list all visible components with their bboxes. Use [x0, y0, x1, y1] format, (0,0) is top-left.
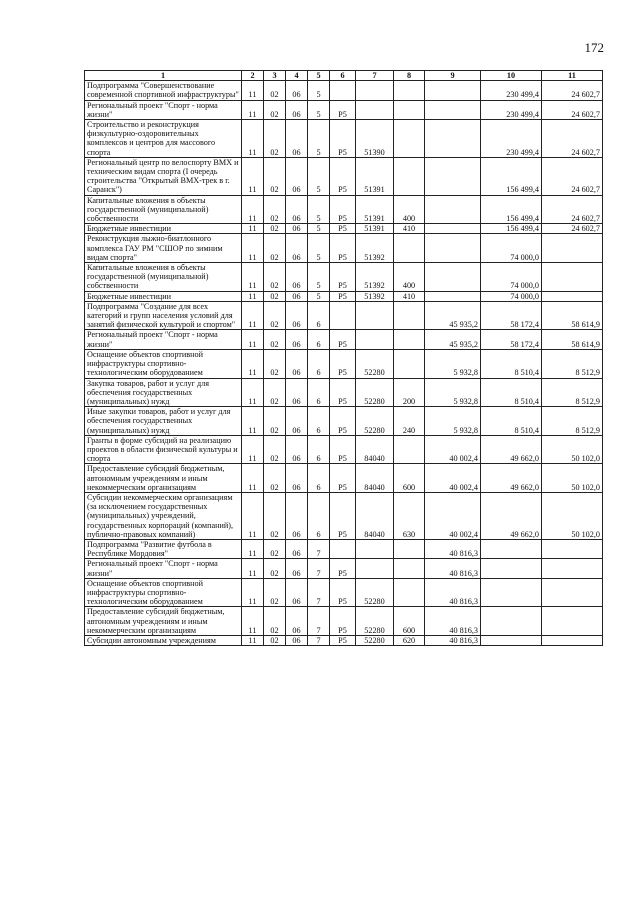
code-project: Р5: [330, 234, 356, 263]
amount-col-9: [425, 157, 481, 195]
code-target: 51391: [356, 157, 394, 195]
amount-col-9: 40 002,4: [425, 464, 481, 493]
amount-col-9: 5 932,8: [425, 349, 481, 378]
code-target: 52280: [356, 349, 394, 378]
amount-col-11: 50 102,0: [542, 492, 603, 539]
table-row: [85, 407, 603, 436]
code-pr: 06: [286, 195, 308, 224]
code-expense-type: 620: [394, 635, 425, 645]
code-target: [356, 81, 394, 100]
code-target: 84040: [356, 492, 394, 539]
code-gp: 11: [242, 578, 264, 607]
table-row: [85, 81, 603, 100]
row-name: Оснащение объектов спортивной инфраструктуры спортивно-технологическим оборудованием: [85, 578, 242, 607]
code-pr: 06: [286, 81, 308, 100]
code-project: [330, 81, 356, 100]
row-name: Подпрограмма "Создание для всех категорий и групп населения условий для занятий физической культурой и спортом": [85, 301, 242, 330]
code-target: [356, 301, 394, 330]
amount-col-11: 8 512,9: [542, 407, 603, 436]
row-name: Субсидии автономным учреждениям: [85, 635, 242, 645]
code-target: 52280: [356, 578, 394, 607]
amount-col-10: [481, 607, 542, 636]
table-row: [85, 578, 603, 607]
code-target: 84040: [356, 435, 394, 464]
code-pp: 6: [308, 435, 330, 464]
amount-col-11: 58 614,9: [542, 330, 603, 349]
amount-col-10: 74 000,0: [481, 234, 542, 263]
code-target: 51392: [356, 234, 394, 263]
amount-col-9: [425, 263, 481, 292]
code-expense-type: [394, 301, 425, 330]
code-gp: 11: [242, 330, 264, 349]
code-pr: 06: [286, 234, 308, 263]
code-pp: 7: [308, 607, 330, 636]
amount-col-11: [542, 559, 603, 578]
code-pp: 6: [308, 492, 330, 539]
code-target: 51391: [356, 195, 394, 224]
code-gp: 11: [242, 120, 264, 158]
code-expense-type: [394, 578, 425, 607]
amount-col-11: 24 602,7: [542, 120, 603, 158]
amount-col-11: 24 602,7: [542, 157, 603, 195]
code-gp: 11: [242, 100, 264, 119]
code-project: Р5: [330, 559, 356, 578]
code-target: 52280: [356, 635, 394, 645]
code-rz: 02: [264, 607, 286, 636]
code-pr: 06: [286, 263, 308, 292]
code-target: 52280: [356, 607, 394, 636]
code-expense-type: [394, 539, 425, 558]
code-rz: 02: [264, 464, 286, 493]
amount-col-10: 8 510,4: [481, 378, 542, 407]
code-rz: 02: [264, 635, 286, 645]
amount-col-10: 156 499,4: [481, 157, 542, 195]
table-row: [85, 157, 603, 195]
code-project: Р5: [330, 407, 356, 436]
amount-col-10: [481, 578, 542, 607]
code-pp: 5: [308, 291, 330, 301]
code-pp: 5: [308, 120, 330, 158]
row-name: Предоставление субсидий бюджетным, автономным учреждениям и иным некоммерческим организациям: [85, 464, 242, 493]
code-project: Р5: [330, 378, 356, 407]
amount-col-11: 50 102,0: [542, 435, 603, 464]
code-project: Р5: [330, 263, 356, 292]
code-project: Р5: [330, 492, 356, 539]
amount-col-10: 230 499,4: [481, 81, 542, 100]
code-rz: 02: [264, 407, 286, 436]
page-number: 172: [584, 40, 604, 55]
row-name: Строительство и реконструкция физкультурно-оздоровительных комплексов и центров для массового спорта: [85, 120, 242, 158]
amount-col-9: 45 935,2: [425, 301, 481, 330]
table-row: [85, 492, 603, 539]
table-row: [85, 234, 603, 263]
amount-col-10: 8 510,4: [481, 407, 542, 436]
amount-col-9: [425, 234, 481, 263]
code-rz: 02: [264, 301, 286, 330]
code-pr: 06: [286, 492, 308, 539]
amount-col-11: [542, 291, 603, 301]
code-rz: 02: [264, 578, 286, 607]
code-expense-type: [394, 559, 425, 578]
amount-col-11: 58 614,9: [542, 301, 603, 330]
code-expense-type: 600: [394, 607, 425, 636]
code-project: Р5: [330, 330, 356, 349]
code-pp: 5: [308, 234, 330, 263]
table-row: [85, 291, 603, 301]
amount-col-11: 8 512,9: [542, 378, 603, 407]
code-gp: 11: [242, 607, 264, 636]
row-name: Бюджетные инвестиции: [85, 224, 242, 234]
code-pp: 5: [308, 195, 330, 224]
amount-col-9: [425, 291, 481, 301]
code-target: [356, 330, 394, 349]
row-name: Региональный проект "Спорт - норма жизни": [85, 559, 242, 578]
code-target: 84040: [356, 464, 394, 493]
amount-col-11: 24 602,7: [542, 100, 603, 119]
code-expense-type: 240: [394, 407, 425, 436]
amount-col-11: [542, 539, 603, 558]
amount-col-11: 24 602,7: [542, 224, 603, 234]
code-pp: 5: [308, 157, 330, 195]
code-target: 51390: [356, 120, 394, 158]
code-gp: 11: [242, 291, 264, 301]
code-rz: 02: [264, 234, 286, 263]
code-pr: 06: [286, 120, 308, 158]
code-pp: 5: [308, 224, 330, 234]
code-rz: 02: [264, 559, 286, 578]
column-header: 4: [286, 71, 308, 81]
code-rz: 02: [264, 539, 286, 558]
code-pp: 7: [308, 539, 330, 558]
amount-col-10: 49 662,0: [481, 492, 542, 539]
row-name: Бюджетные инвестиции: [85, 291, 242, 301]
row-name: Субсидии некоммерческим организациям (за исключением государственных (муниципальных) учреждений, государственных корпораций (компаний), публично-правовых компаний): [85, 492, 242, 539]
code-pr: 06: [286, 559, 308, 578]
code-pr: 06: [286, 407, 308, 436]
code-pr: 06: [286, 349, 308, 378]
row-name: Гранты в форме субсидий на реализацию проектов в области физической культуры и спорта: [85, 435, 242, 464]
code-expense-type: [394, 349, 425, 378]
code-project: Р5: [330, 224, 356, 234]
amount-col-11: [542, 578, 603, 607]
code-expense-type: [394, 100, 425, 119]
code-expense-type: 410: [394, 291, 425, 301]
code-project: Р5: [330, 157, 356, 195]
amount-col-11: [542, 234, 603, 263]
amount-col-9: 40 816,3: [425, 559, 481, 578]
amount-col-10: 156 499,4: [481, 224, 542, 234]
table-header-row: [85, 71, 603, 81]
code-pp: 6: [308, 464, 330, 493]
amount-col-11: 8 512,9: [542, 349, 603, 378]
amount-col-11: 50 102,0: [542, 464, 603, 493]
amount-col-9: 40 816,3: [425, 635, 481, 645]
code-expense-type: 630: [394, 492, 425, 539]
row-name: Оснащение объектов спортивной инфраструктуры спортивно-технологическим оборудованием: [85, 349, 242, 378]
code-target: [356, 539, 394, 558]
code-pr: 06: [286, 635, 308, 645]
code-pr: 06: [286, 301, 308, 330]
amount-col-10: 74 000,0: [481, 291, 542, 301]
code-pr: 06: [286, 330, 308, 349]
code-pp: 6: [308, 330, 330, 349]
code-gp: 11: [242, 157, 264, 195]
code-gp: 11: [242, 81, 264, 100]
code-pr: 06: [286, 224, 308, 234]
code-rz: 02: [264, 435, 286, 464]
amount-col-11: [542, 635, 603, 645]
amount-col-10: [481, 539, 542, 558]
code-pp: 5: [308, 100, 330, 119]
code-expense-type: 200: [394, 378, 425, 407]
column-header: 8: [394, 71, 425, 81]
column-header: 3: [264, 71, 286, 81]
code-rz: 02: [264, 120, 286, 158]
code-rz: 02: [264, 224, 286, 234]
code-gp: 11: [242, 464, 264, 493]
code-rz: 02: [264, 195, 286, 224]
column-header: 1: [85, 71, 242, 81]
table-row: [85, 435, 603, 464]
amount-col-11: 24 602,7: [542, 195, 603, 224]
code-rz: 02: [264, 492, 286, 539]
row-name: Региональный центр по велоспорту ВМХ и техническим видам спорта (I очередь строительства "Открытый ВМХ-трек в г. Саранск"): [85, 157, 242, 195]
amount-col-10: 230 499,4: [481, 100, 542, 119]
column-header: 6: [330, 71, 356, 81]
amount-col-9: 40 002,4: [425, 435, 481, 464]
amount-col-9: 40 002,4: [425, 492, 481, 539]
table-row: [85, 301, 603, 330]
code-pp: 5: [308, 263, 330, 292]
code-expense-type: [394, 234, 425, 263]
amount-col-9: [425, 100, 481, 119]
amount-col-9: 40 816,3: [425, 539, 481, 558]
code-project: Р5: [330, 349, 356, 378]
code-pp: 6: [308, 407, 330, 436]
amount-col-10: 58 172,4: [481, 330, 542, 349]
code-project: Р5: [330, 435, 356, 464]
column-header: 5: [308, 71, 330, 81]
code-pp: 6: [308, 349, 330, 378]
code-pp: 6: [308, 378, 330, 407]
amount-col-9: 45 935,2: [425, 330, 481, 349]
code-project: Р5: [330, 291, 356, 301]
code-gp: 11: [242, 301, 264, 330]
code-rz: 02: [264, 81, 286, 100]
amount-col-11: [542, 607, 603, 636]
code-expense-type: [394, 120, 425, 158]
amount-col-9: [425, 120, 481, 158]
row-name: Закупка товаров, работ и услуг для обеспечения государственных (муниципальных) нужд: [85, 378, 242, 407]
code-gp: 11: [242, 492, 264, 539]
amount-col-10: [481, 635, 542, 645]
code-target: 52280: [356, 407, 394, 436]
code-pp: 7: [308, 578, 330, 607]
code-pp: 7: [308, 635, 330, 645]
amount-col-9: [425, 195, 481, 224]
amount-col-11: 24 602,7: [542, 81, 603, 100]
code-pr: 06: [286, 539, 308, 558]
code-target: [356, 100, 394, 119]
code-project: Р5: [330, 464, 356, 493]
code-expense-type: [394, 330, 425, 349]
code-pr: 06: [286, 578, 308, 607]
code-project: Р5: [330, 120, 356, 158]
code-rz: 02: [264, 100, 286, 119]
amount-col-9: [425, 81, 481, 100]
code-target: [356, 559, 394, 578]
amount-col-10: 49 662,0: [481, 464, 542, 493]
row-name: Подпрограмма "Совершенствование современной спортивной инфраструктуры": [85, 81, 242, 100]
table-row: [85, 120, 603, 158]
code-pp: 6: [308, 301, 330, 330]
row-name: Подпрограмма "Развитие футбола в Республике Мордовия": [85, 539, 242, 558]
code-expense-type: [394, 81, 425, 100]
row-name: Капитальные вложения в объекты государственной (муниципальной) собственности: [85, 263, 242, 292]
code-project: Р5: [330, 578, 356, 607]
code-project: [330, 301, 356, 330]
code-pr: 06: [286, 291, 308, 301]
code-gp: 11: [242, 559, 264, 578]
code-pr: 06: [286, 157, 308, 195]
column-header: 11: [542, 71, 603, 81]
table-row: [85, 224, 603, 234]
code-expense-type: [394, 157, 425, 195]
amount-col-9: 5 932,8: [425, 378, 481, 407]
code-pp: 5: [308, 81, 330, 100]
amount-col-9: 40 816,3: [425, 607, 481, 636]
code-gp: 11: [242, 539, 264, 558]
code-expense-type: 600: [394, 464, 425, 493]
code-project: Р5: [330, 100, 356, 119]
amount-col-10: 230 499,4: [481, 120, 542, 158]
column-header: 2: [242, 71, 264, 81]
code-rz: 02: [264, 263, 286, 292]
code-project: Р5: [330, 195, 356, 224]
code-project: [330, 539, 356, 558]
amount-col-10: 49 662,0: [481, 435, 542, 464]
code-project: Р5: [330, 607, 356, 636]
code-gp: 11: [242, 234, 264, 263]
code-pr: 06: [286, 378, 308, 407]
code-expense-type: 410: [394, 224, 425, 234]
code-pr: 06: [286, 435, 308, 464]
code-rz: 02: [264, 330, 286, 349]
table-row: [85, 330, 603, 349]
code-pr: 06: [286, 607, 308, 636]
amount-col-9: [425, 224, 481, 234]
column-header: 10: [481, 71, 542, 81]
code-gp: 11: [242, 407, 264, 436]
row-name: Капитальные вложения в объекты государственной (муниципальной) собственности: [85, 195, 242, 224]
code-pp: 7: [308, 559, 330, 578]
code-rz: 02: [264, 157, 286, 195]
code-expense-type: [394, 435, 425, 464]
code-target: 51391: [356, 224, 394, 234]
code-gp: 11: [242, 349, 264, 378]
row-name: Предоставление субсидий бюджетным, автономным учреждениям и иным некоммерческим организациям: [85, 607, 242, 636]
amount-col-11: [542, 263, 603, 292]
amount-col-10: [481, 559, 542, 578]
amount-col-10: 58 172,4: [481, 301, 542, 330]
code-rz: 02: [264, 349, 286, 378]
table-row: [85, 559, 603, 578]
table-row: [85, 100, 603, 119]
row-name: Реконструкция лыжно-биатлонного комплекса ГАУ РМ "СШОР по зимним видам спорта": [85, 234, 242, 263]
code-gp: 11: [242, 635, 264, 645]
amount-col-10: 8 510,4: [481, 349, 542, 378]
code-expense-type: 400: [394, 195, 425, 224]
code-gp: 11: [242, 195, 264, 224]
code-target: 51392: [356, 291, 394, 301]
code-project: Р5: [330, 635, 356, 645]
code-expense-type: 400: [394, 263, 425, 292]
row-name: Региональный проект "Спорт - норма жизни": [85, 100, 242, 119]
code-rz: 02: [264, 378, 286, 407]
table-row: [85, 607, 603, 636]
table-row: [85, 378, 603, 407]
code-rz: 02: [264, 291, 286, 301]
column-header: 7: [356, 71, 394, 81]
row-name: Региональный проект "Спорт - норма жизни": [85, 330, 242, 349]
code-gp: 11: [242, 224, 264, 234]
amount-col-10: 74 000,0: [481, 263, 542, 292]
code-pr: 06: [286, 464, 308, 493]
code-gp: 11: [242, 435, 264, 464]
code-gp: 11: [242, 263, 264, 292]
amount-col-9: 5 932,8: [425, 407, 481, 436]
amount-col-9: 40 816,3: [425, 578, 481, 607]
budget-table: [84, 70, 603, 646]
row-name: Иные закупки товаров, работ и услуг для обеспечения государственных (муниципальных) нужд: [85, 407, 242, 436]
table-row: [85, 539, 603, 558]
table-row: [85, 635, 603, 645]
code-gp: 11: [242, 378, 264, 407]
table-row: [85, 263, 603, 292]
table-row: [85, 464, 603, 493]
code-target: 52280: [356, 378, 394, 407]
table-row: [85, 349, 603, 378]
table-row: [85, 195, 603, 224]
amount-col-10: 156 499,4: [481, 195, 542, 224]
column-header: 9: [425, 71, 481, 81]
code-pr: 06: [286, 100, 308, 119]
code-target: 51392: [356, 263, 394, 292]
